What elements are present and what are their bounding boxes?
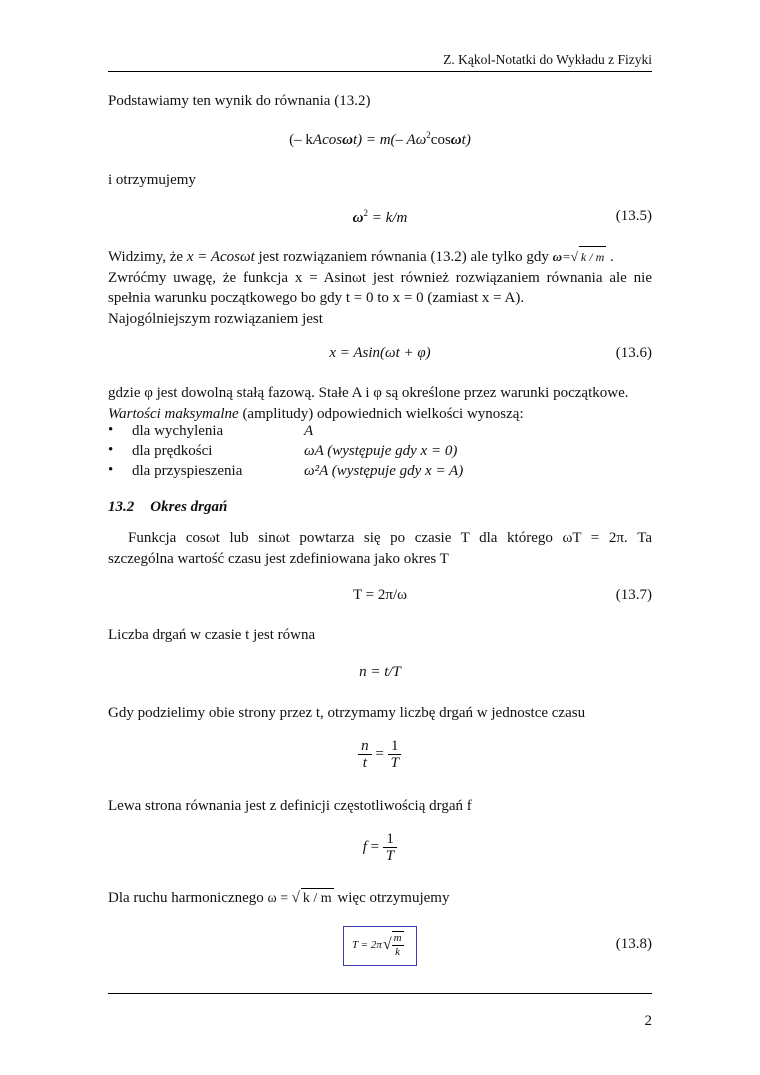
eq-part: = k/m: [368, 210, 408, 226]
text: Wartości maksymalne: [108, 405, 239, 422]
section-number: 13.2: [108, 499, 135, 515]
paragraph: [108, 528, 652, 569]
eq-part: x = Asin(ωt + φ): [329, 345, 431, 361]
equals: =: [375, 746, 384, 762]
fraction: [383, 831, 397, 864]
eq-part: 2: [363, 208, 369, 218]
eq-part: Acos: [312, 132, 343, 148]
equation-number: (13.5): [615, 208, 652, 224]
fraction: [392, 931, 404, 959]
denominator: t: [362, 755, 367, 771]
numerator: m: [393, 932, 402, 944]
eq-part: (– k: [289, 132, 313, 148]
header-rule: [108, 71, 652, 72]
denominator: T: [390, 755, 399, 771]
paragraph: [108, 383, 652, 424]
eq-part: t) = m(– Aω: [352, 132, 427, 148]
text: (amplitudy) odpowiednich wielkości wynoszą:: [238, 405, 524, 422]
list-item-value: A: [304, 423, 314, 439]
text: ω =: [267, 891, 292, 906]
equation-13-7: [108, 587, 652, 604]
eq-part: 2: [426, 130, 431, 140]
paragraph: Liczba drgań w czasie t jest równa: [108, 627, 316, 643]
bullet-icon: •: [108, 442, 114, 458]
list-item: [108, 443, 652, 463]
paragraph: Gdy podzielimy obie strony przez t, otrzymamy liczbę drgań w jednostce czasu: [108, 705, 586, 721]
section-heading: [108, 497, 652, 518]
list-item-label: dla przyspieszenia: [132, 463, 243, 479]
equation-substitution: [108, 130, 652, 149]
equation-13-6: [108, 345, 652, 362]
denominator: T: [385, 848, 395, 864]
equation-frequency-fraction: [108, 738, 652, 771]
list-item-label: dla wychylenia: [132, 423, 224, 439]
equation-number: (13.8): [615, 936, 652, 952]
text: Widzimy, że: [108, 249, 187, 265]
equals: =: [370, 839, 380, 855]
equation-n: [108, 664, 652, 681]
text-line: Zwróćmy uwagę, że funkcja x = Asinωt jest również rozwiązaniem równania ale nie: [108, 269, 652, 286]
sqrt-arg: k / m: [579, 246, 606, 268]
text: Dla ruchu harmonicznego: [108, 890, 268, 906]
denominator: k: [395, 946, 401, 958]
bullet-icon: •: [108, 462, 114, 478]
list-item: [108, 463, 652, 483]
list-item-value: ω²A (występuje gdy x = A): [304, 463, 464, 479]
numerator: 1: [383, 831, 397, 848]
eq-part: T = 2π: [352, 939, 382, 951]
text-line: spełnia warunku początkowego bo gdy t = 0 to x = 0 (zamiast x = A).: [108, 290, 525, 306]
eq-part: t): [461, 132, 471, 148]
numerator: n: [358, 738, 372, 755]
section-title: Okres drgań: [150, 499, 228, 515]
footer-rule: [108, 993, 652, 994]
text: więc otrzymujemy: [333, 890, 450, 906]
eq-part: n = t/T: [359, 664, 401, 680]
text-line: Funkcja cosωt lub sinωt powtarza się po czasie T dla którego ωT = 2π. Ta: [128, 530, 652, 546]
numerator: 1: [388, 738, 402, 755]
paragraph: Dla ruchu harmonicznego ω = √ k / m więc otrzymujemy: [108, 888, 652, 910]
eq-part: T = 2π/ω: [353, 587, 407, 603]
equation-13-8-box: T = 2π √ $\frac{m}{k}$: [343, 926, 417, 966]
list-item-label: dla prędkości: [132, 443, 213, 459]
text-line: szczególna wartość czasu jest zdefiniowana jako okres T: [108, 550, 449, 567]
sqrt-arg: k / m: [301, 888, 334, 910]
paragraph: Lewa strona równania jest z definicji częstotliwością drgań f: [108, 798, 472, 814]
equation-number: (13.7): [615, 587, 652, 603]
bullet-icon: •: [108, 422, 114, 438]
text-line: gdzie φ jest dowolną stałą fazową. Stałe A i φ są określone przez warunki początkowe.: [108, 385, 629, 401]
paragraph: Widzimy, że x = Acosωt jest rozwiązaniem równania (13.2) ale tylko gdy ω=√ k / m . Zwróćmy uwagę, że funkcja x = Asinωt jest również rozwiązaniem równania ale nie spełnia warunku początkowego bo gdy t = 0 to x = 0 (zamiast x = A). Najogólniejszym rozwiązaniem jest: [108, 246, 652, 329]
list-item-value: ωA (występuje gdy x = 0): [304, 443, 458, 459]
paragraph: Podstawiamy ten wynik do równania (13.2): [108, 93, 371, 109]
text: x = Acosωt: [186, 249, 255, 265]
text-line: Najogólniejszym rozwiązaniem jest: [108, 310, 323, 327]
eq-part: cos: [430, 132, 451, 148]
eq-part: f: [362, 839, 367, 855]
eq-part: ω: [342, 132, 353, 148]
eq-part: ω: [450, 132, 462, 148]
fraction: [358, 738, 372, 771]
page-number: 2: [644, 1013, 652, 1029]
equation-f: [108, 831, 652, 864]
eq-part: ω: [352, 210, 364, 226]
equation-13-5: [108, 208, 652, 227]
fraction: [388, 738, 402, 771]
page-header: Z. Kąkol-Notatki do Wykładu z Fizyki: [443, 52, 652, 67]
text: jest rozwiązaniem równania (13.2) ale tylko gdy: [254, 249, 553, 265]
list-item: [108, 423, 652, 443]
paragraph: i otrzymujemy: [108, 172, 196, 188]
equation-number: (13.6): [615, 345, 652, 361]
